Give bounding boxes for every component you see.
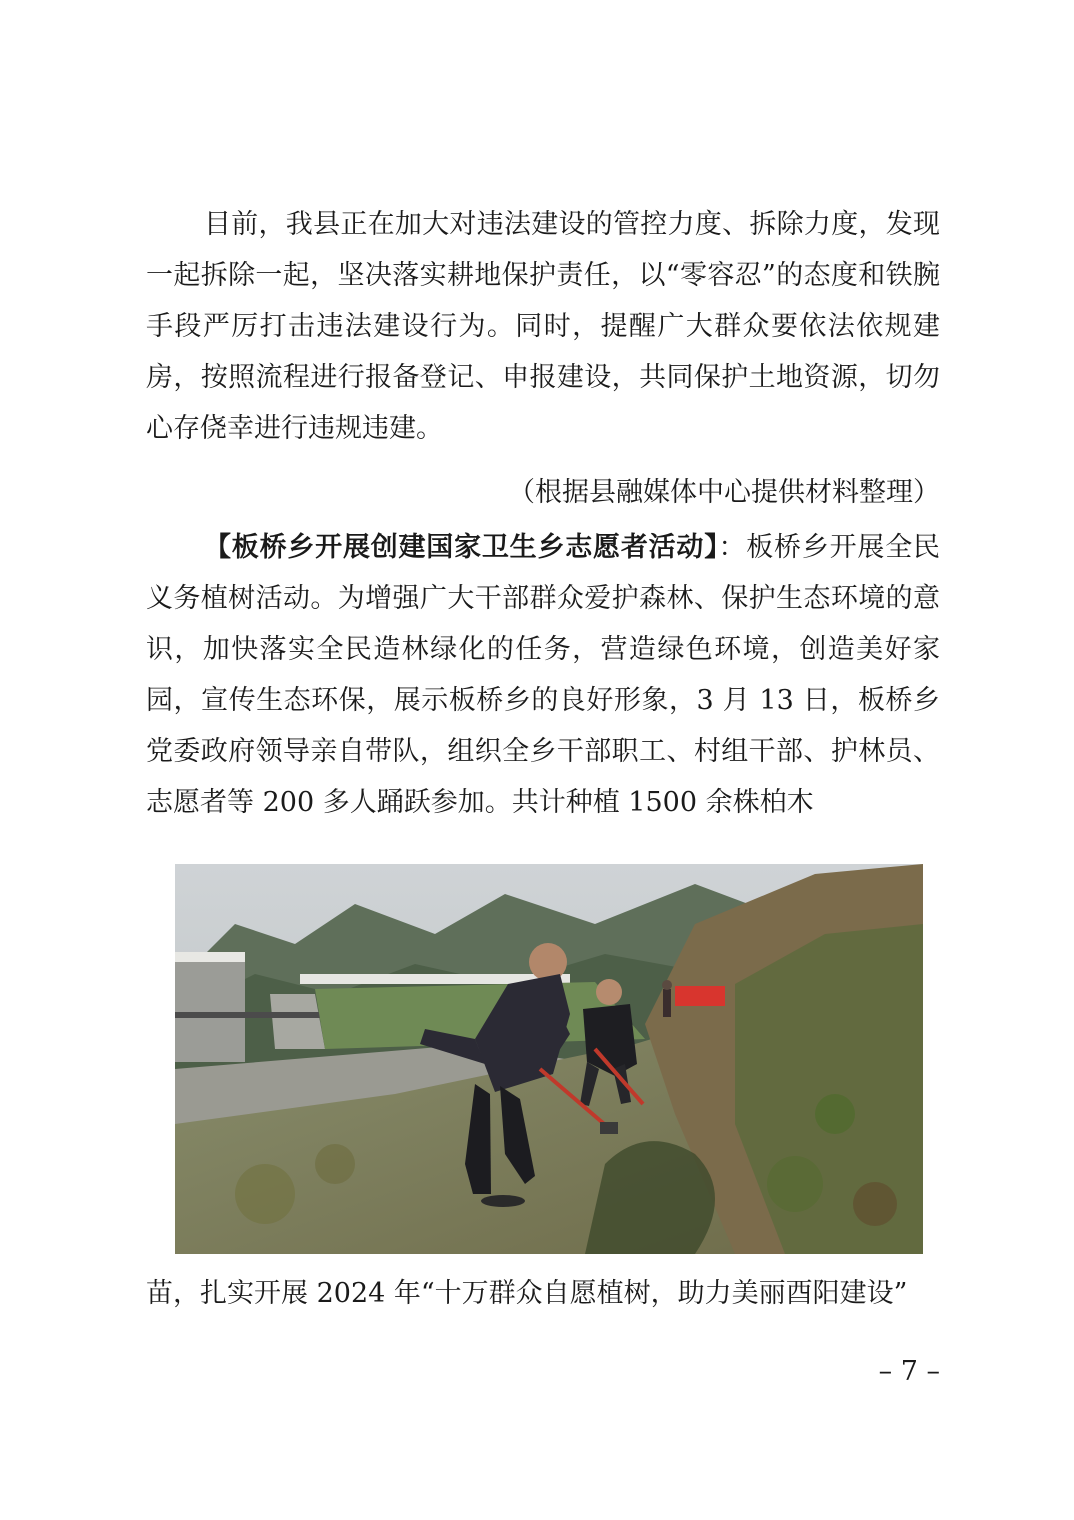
paragraph-illegal-construction: 目前，我县正在加大对违法建设的管控力度、拆除力度，发现一起拆除一起，坚决落实耕地保护责任，以“零容忍”的态度和铁腕手段严厉打击违法建设行为。同时，提醒广大群众要依法依规建房，按照流程进行报备登记、申报建设，共同保护土地资源，切勿心存侥幸进行违规违建。 xyxy=(146,209,940,444)
paragraph-continuation: 苗，扎实开展 2024 年“十万群众自愿植树，助力美丽酉阳建设” xyxy=(146,1278,908,1309)
page-number: – 7 – xyxy=(878,1356,940,1387)
section-heading: 【板桥乡开展创建国家卫生乡志愿者活动】 xyxy=(204,532,719,563)
paragraph-tree-planting xyxy=(146,522,940,828)
source-note: （根据县融媒体中心提供材料整理） xyxy=(508,477,940,508)
section-body: ：板桥乡开展全民义务植树活动。为增强广大干部群众爱护森林、保护生态环境的意识，加快落实全民造林绿化的任务，营造绿色环境，创造美好家园，宣传生态环保，展示板桥乡的良好形象，3 月 13 日，板桥乡党委政府领导亲自带队，组织全乡干部职工、村组干部、护林员、志愿者等 200 多人踊跃参加。共计种植 1500 余株柏木 xyxy=(146,532,941,818)
tree-planting-photo xyxy=(175,864,923,1254)
